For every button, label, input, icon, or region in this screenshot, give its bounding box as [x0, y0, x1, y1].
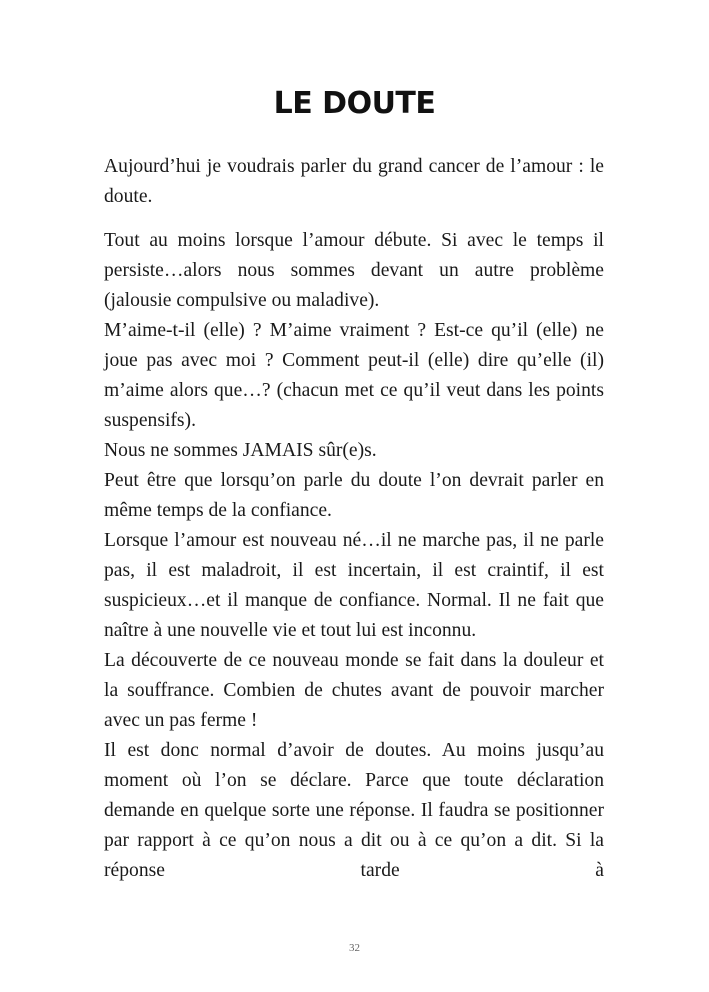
paragraph: Nous ne sommes JAMAIS sûr(e)s.	[104, 440, 377, 461]
page-number: 32	[349, 942, 360, 954]
paragraph: Aujourd’hui je voudrais parler du grand cancer de l’amour : le doute.	[104, 156, 604, 207]
paragraph: Tout au moins lorsque l’amour débute. Si avec le temps il persiste…alors nous sommes devant un autre problème (jalousie compulsive ou maladive).	[104, 230, 604, 311]
chapter-title: LE DOUTE	[273, 86, 436, 121]
body-text	[104, 152, 604, 886]
paragraph: La découverte de ce nouveau monde se fait dans la douleur et la souffrance. Combien de chutes avant de pouvoir marcher avec un pas ferme !	[104, 650, 604, 731]
paragraph: Il est donc normal d’avoir de doutes. Au moins jusqu’au moment où l’on se déclare. Parce que toute déclaration demande en quelque sorte une réponse. Il faudra se positionner par rapport à ce qu’on nous a dit ou à ce qu’on a dit. Si la réponse tarde à	[104, 740, 604, 881]
paragraph: Peut être que lorsqu’on parle du doute l’on devrait parler en même temps de la confiance.	[104, 470, 604, 521]
paragraph: Lorsque l’amour est nouveau né…il ne marche pas, il ne parle pas, il est maladroit, il est incertain, il est craintif, il est suspicieux…et il manque de confiance. Normal. Il ne fait que naître à une nouvelle vie et tout lui est inconnu.	[104, 530, 604, 641]
paragraph: M’aime-t-il (elle) ? M’aime vraiment ? Est-ce qu’il (elle) ne joue pas avec moi ? Comment peut-il (elle) dire qu’elle (il) m’aime alors que…? (chacun met ce qu’il veut dans les points suspensifs).	[104, 320, 604, 431]
